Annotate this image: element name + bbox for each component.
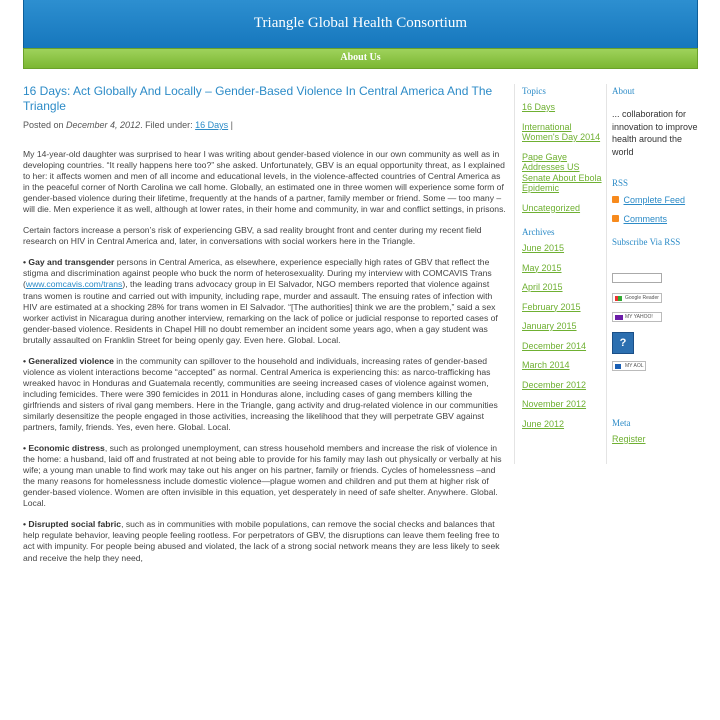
meta-title-right: Meta [612, 418, 631, 428]
post-category-link[interactable]: 16 Days [195, 120, 229, 130]
paragraph-generalized-violence [23, 356, 506, 433]
my-aol-badge[interactable] [612, 361, 646, 371]
rss-complete-feed-link[interactable]: Complete Feed [623, 195, 686, 205]
archive-link[interactable]: January 2015 [522, 321, 577, 331]
nav-bar [23, 48, 698, 69]
meta-posted: Posted on [23, 120, 67, 130]
rss-icon [612, 196, 619, 203]
my-yahoo-badge[interactable] [612, 312, 662, 322]
about-text: ... collaboration for innovation to improve health around the world [612, 109, 698, 157]
post-meta [23, 120, 506, 131]
topics-title: Topics [522, 86, 546, 96]
google-badge-wrap [612, 293, 704, 303]
archives-list [522, 243, 602, 429]
post-content [23, 84, 506, 574]
archive-link[interactable]: June 2015 [522, 243, 565, 253]
site-header [23, 0, 698, 48]
yahoo-badge-wrap [612, 312, 704, 322]
site-title[interactable]: Triangle Global Health Consortium [253, 15, 468, 31]
question-wrap [612, 332, 704, 354]
bullet: • [23, 355, 27, 366]
sidebar-divider-mid [606, 84, 607, 464]
yahoo-icon [615, 315, 623, 320]
google-badge-label: Google Reader [625, 295, 659, 301]
rss-title: RSS [612, 178, 629, 188]
sidebar-divider-left [514, 84, 515, 464]
bullet: • [23, 519, 27, 530]
heading-economic-distress: Economic distress [28, 443, 105, 454]
google-reader-badge[interactable] [612, 293, 662, 303]
heading-gay-transgender: Gay and transgender [28, 257, 115, 268]
post-date: December 4, 2012 [66, 120, 141, 130]
topic-link[interactable]: Pape Gaye Addresses US Senate About Ebola Epidemic [522, 151, 602, 193]
archive-link[interactable]: April 2015 [522, 282, 563, 292]
register-link[interactable]: Register [612, 434, 646, 444]
post-entry [23, 149, 506, 564]
meta-widget [612, 418, 646, 444]
heading-disrupted-social: Disrupted social fabric [28, 519, 122, 530]
rss-url-field[interactable] [612, 273, 662, 283]
rss-field-wrap [612, 273, 704, 283]
post-title[interactable]: 16 Days: Act Globally And Locally – Gender-Based Violence In Central America And The Triangle [23, 84, 493, 113]
aol-badge-label: MY AOL [625, 363, 644, 369]
rss-comments [612, 213, 704, 225]
aol-icon [615, 364, 621, 369]
archive-link[interactable]: February 2015 [522, 301, 581, 312]
sidebar-middle [522, 86, 602, 438]
paragraph-gay-transgender [23, 257, 506, 345]
text-gay-a: persons in Central America, as elsewhere, experience especially high rates of GBV that reflect the stigma and discrimination against people who buck the norm of heterosexuality. During my interview with COMCAVIS Trans ( [23, 257, 492, 290]
rss-complete-feed [612, 194, 704, 206]
meta-filed: . Filed under: [140, 120, 196, 130]
sidebar-right [612, 86, 704, 371]
text-economic: , such as prolonged unemployment, can stress household members and increase the risk of violence in the home: a husband, laid off and frustrated at not being able to provide for his family may lash out physically or verbally at his wife; a young man unable to find work may take out his anger on his partner, family or friends. Cycles of homelessness –and the many reasons for homelessness include domestic violence—plague women and children and put them at higher risk of gender-based violence. Women are often invisible in this equation, yet desperately in need of safe shelter. Anywhere. Global. Local. [23, 443, 502, 509]
google-icon-part [618, 296, 622, 301]
heading-generalized-violence: Generalized violence [28, 355, 114, 366]
archive-link[interactable]: November 2012 [522, 399, 587, 409]
about-title: About [612, 86, 635, 96]
aol-badge-wrap [612, 361, 704, 371]
bullet: • [23, 443, 27, 454]
archive-link[interactable]: December 2014 [522, 340, 587, 351]
paragraph-economic-distress [23, 443, 506, 509]
yahoo-badge-label: MY YAHOO! [625, 314, 653, 320]
paragraph-intro: My 14-year-old daughter was surprised to hear I was writing about gender-based violence in our own community as well as in developing countries. “It really happens here too?” she asked. Unfortunately, GBV is an equal opportunity threat, as I explained to her: it affects women and men of all income and educational levels, in the violence-affected countries of Central America as in the peaceful corner of North Carolina we call home. Globally, an estimated one in three women will experience some form of gender-based violence during their lifetime, frequently at the hands of a partner, family member or friend. Some — too many –will die. Men experience it as well, although at lower rates, in their home and community, in war and conflict settings, in prisons. [23, 149, 506, 215]
nav-about-us[interactable]: About Us [340, 52, 381, 63]
text-gay-b: ), the leading trans advocacy group in El Salvador, NGO members reported that violence against trans women is routine and carried out with impunity, including rape, murder and assault. The ensuing rates of infection with HIV are estimated at a shocking 28% for trans women in El Salvador. “[The authorities] think we are the problem,” said a sex worker activist in Nicaragua during another interview, remarking on the lack of police or judicial response to reported cases of gender-based violence. Residents in Chapel Hill no doubt remember an incident some years ago, when a gay student was brutally assaulted on Franklin Street for being openly gay. Even here. Global. Local. [23, 279, 498, 345]
paragraph-disrupted-social [23, 519, 506, 563]
archive-link[interactable]: May 2015 [522, 262, 562, 273]
text-disrupted: , such as in communities with mobile populations, can remove the social checks and balances that help regulate behavior, leaving people feeling rootless. For perpetrators of GBV, the disruptions can leave them feeling free to act with impunity. For people being abused and violated, the lack of a strong social network means they are less likely to seek and receive the help they need, [23, 519, 500, 563]
topics-list [522, 102, 602, 213]
archive-link[interactable]: December 2012 [522, 379, 587, 390]
text-generalized: in the community can spillover to the household and individuals, increasing rates of gender-based violence as violent interactions become “accepted” as normal. Central America is experiencing this: as narco-trafficking has wreaked havoc in Honduras and Guatemala recently, communities are seeing increased cases of violence against women, including femicides. There were 390 femicides in 2011 in Honduras alone, including cases of gang members killing the girlfriends and sisters of rival gang members. Here in the Triangle, gang activity and drug-related violence in our communities similarly desensitize the people engaged in those activities, increasing the likelihood that they will perpetrate GBV against partners, family, friends. Yes, even here. Global. Local. [23, 355, 498, 433]
archive-link[interactable]: March 2014 [522, 360, 570, 370]
question-icon[interactable]: ? [612, 332, 634, 354]
subscribe-title: Subscribe Via RSS [612, 237, 681, 247]
comcavis-link[interactable]: www.comcavis.com/trans [25, 279, 123, 290]
bullet: • [23, 257, 27, 268]
topic-link[interactable]: Uncategorized [522, 202, 581, 213]
topic-link[interactable]: 16 Days [522, 102, 556, 112]
topic-link[interactable]: International Women's Day 2014 [522, 121, 601, 142]
archive-link[interactable]: June 2012 [522, 418, 565, 429]
meta-sep: | [228, 120, 233, 130]
rss-comments-link[interactable]: Comments [623, 214, 668, 224]
paragraph-risk: Certain factors increase a person’s risk of experiencing GBV, a sad reality brought front and center during my recent field research on HIV in Central America and, later, in conversations with social workers here in the Triangle. [23, 225, 482, 247]
rss-icon [612, 215, 619, 222]
archives-title: Archives [522, 227, 555, 237]
